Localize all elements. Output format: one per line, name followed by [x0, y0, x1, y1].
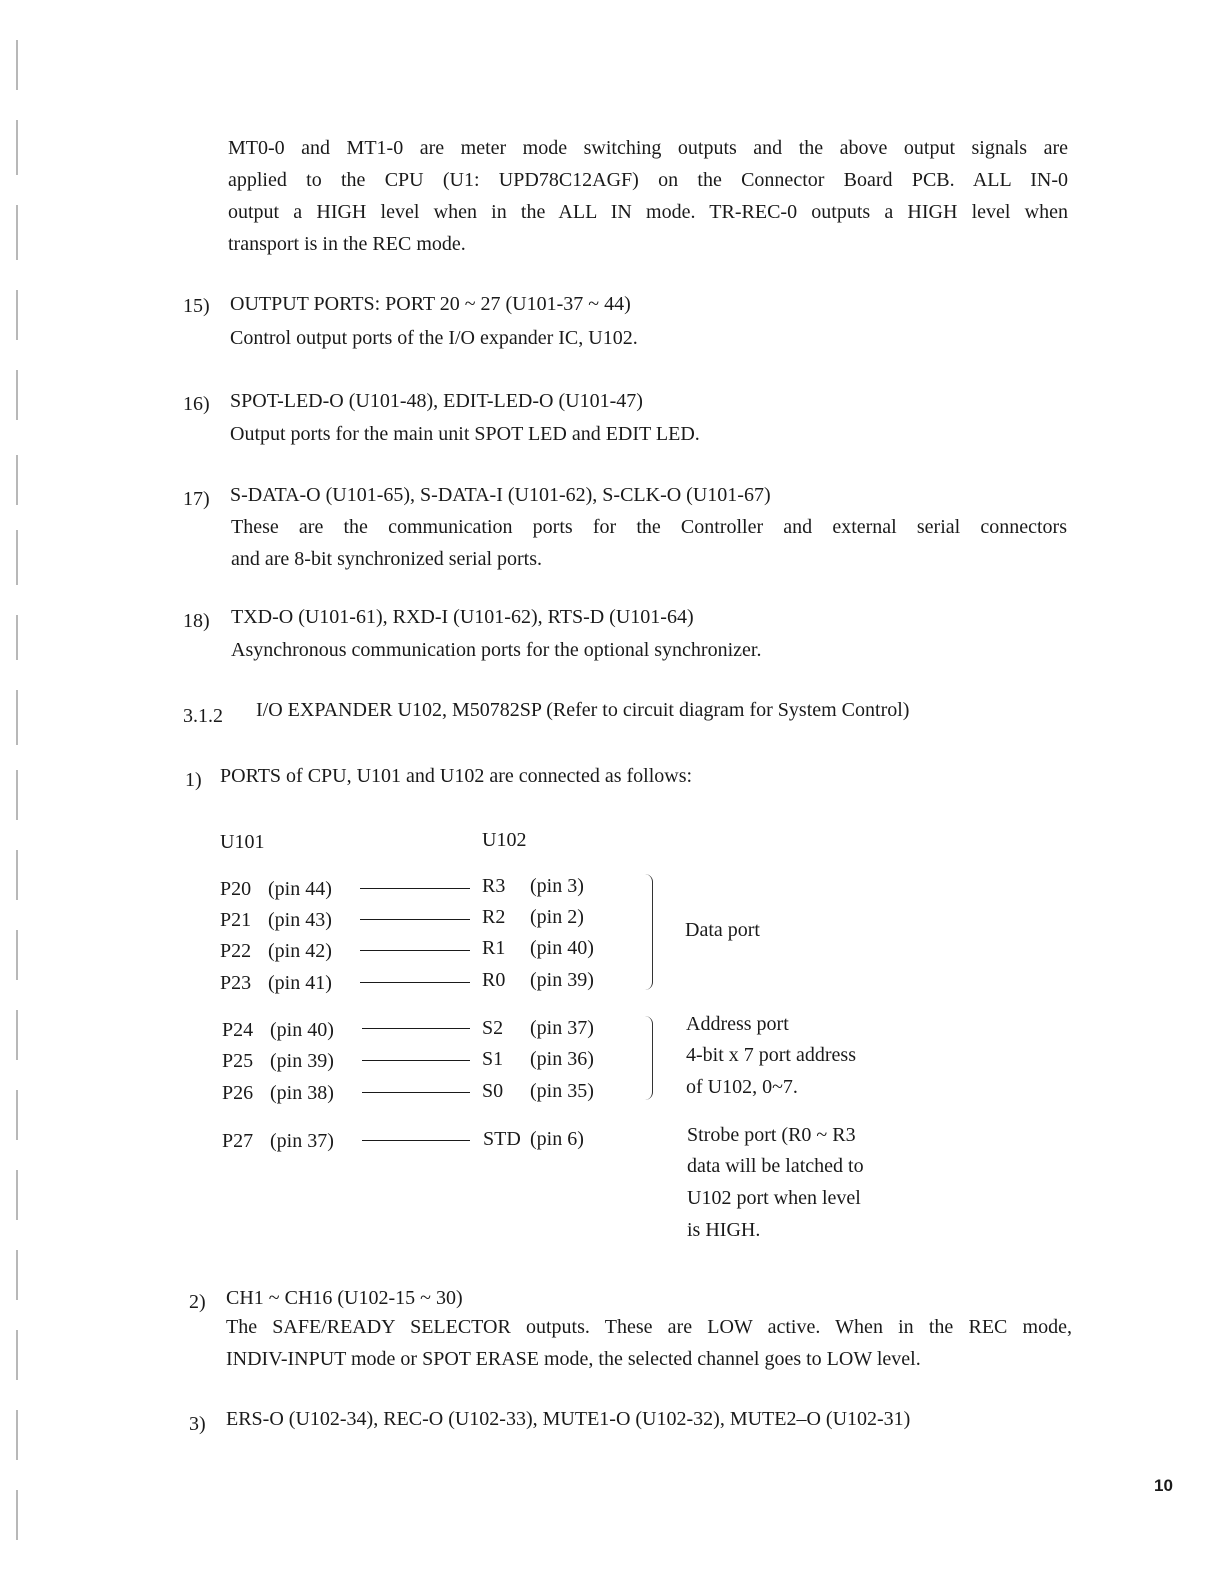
expander-pin: (pin 35)	[530, 1080, 594, 1102]
strobe-port-note: is HIGH.	[687, 1219, 761, 1241]
table-col1-header: U101	[220, 831, 265, 853]
item-body: Output ports for the main unit SPOT LED and EDIT LED.	[230, 423, 700, 445]
item-body-line: These are the communication ports for the Controller and external serial connectors	[231, 516, 1067, 538]
expander-pin: (pin 40)	[530, 937, 594, 959]
item-body: Control output ports of the I/O expander IC, U102.	[230, 327, 638, 349]
margin-mark	[16, 1010, 18, 1060]
expander-pin: (pin 37)	[530, 1017, 594, 1039]
cpu-port: P26	[222, 1082, 254, 1104]
connection-line	[362, 1028, 470, 1029]
margin-mark	[16, 850, 18, 900]
margin-mark	[16, 690, 18, 745]
expander-port: R0	[482, 969, 506, 991]
section-number: 3.1.2	[183, 705, 223, 727]
cpu-port: P27	[222, 1130, 254, 1152]
connection-line	[362, 1140, 470, 1141]
connection-line	[360, 888, 470, 889]
strobe-port-note: data will be latched to	[687, 1155, 864, 1177]
page-number: 10	[1154, 1476, 1173, 1495]
data-port-brace	[644, 874, 653, 932]
expander-pin: (pin 36)	[530, 1048, 594, 1070]
cpu-port: P22	[220, 940, 252, 962]
cpu-port: P23	[220, 972, 252, 994]
expander-port: S0	[482, 1080, 504, 1102]
data-port-brace	[644, 932, 653, 990]
table-col2-header: U102	[482, 829, 527, 851]
margin-mark	[16, 205, 18, 260]
margin-mark	[16, 1250, 18, 1300]
expander-port: S2	[482, 1017, 504, 1039]
cpu-pin: (pin 44)	[268, 878, 332, 900]
intro-line: applied to the CPU (U1: UPD78C12AGF) on the Connector Board PCB. ALL IN-0	[228, 169, 1068, 191]
cpu-pin: (pin 41)	[268, 972, 332, 994]
subitem-number: 2)	[189, 1291, 206, 1313]
margin-mark	[16, 530, 18, 585]
strobe-port-note: U102 port when level	[687, 1187, 861, 1209]
item-number: 16)	[183, 393, 210, 415]
subitem-body-line: INDIV-INPUT mode or SPOT ERASE mode, the selected channel goes to LOW level.	[226, 1348, 921, 1370]
subitem-body-line: The SAFE/READY SELECTOR outputs. These are LOW active. When in the REC mode,	[226, 1316, 1072, 1338]
intro-line: transport is in the REC mode.	[228, 233, 466, 255]
subitem-heading: ERS-O (U102-34), REC-O (U102-33), MUTE1-O (U102-32), MUTE2–O (U102-31)	[226, 1408, 911, 1430]
connection-line	[362, 1092, 470, 1093]
data-port-note: Data port	[685, 919, 760, 941]
item-number: 17)	[183, 488, 210, 510]
item-heading: OUTPUT PORTS: PORT 20 ~ 27 (U101-37 ~ 44)	[230, 293, 631, 315]
connection-line	[362, 1060, 470, 1061]
item-heading: S-DATA-O (U101-65), S-DATA-I (U101-62), S-CLK-O (U101-67)	[230, 484, 771, 506]
expander-pin: (pin 2)	[530, 906, 584, 928]
cpu-port: P21	[220, 909, 252, 931]
item-body	[231, 511, 1067, 575]
margin-mark	[16, 770, 18, 820]
cpu-pin: (pin 43)	[268, 909, 332, 931]
expander-port: R3	[482, 875, 506, 897]
expander-pin: (pin 39)	[530, 969, 594, 991]
expander-pin: (pin 6)	[530, 1128, 584, 1150]
subitem-heading: CH1 ~ CH16 (U102-15 ~ 30)	[226, 1287, 463, 1309]
item-heading: TXD-O (U101-61), RXD-I (U101-62), RTS-D (U101-64)	[231, 606, 694, 628]
item-heading: SPOT-LED-O (U101-48), EDIT-LED-O (U101-47)	[230, 390, 643, 412]
intro-line: MT0-0 and MT1-0 are meter mode switching outputs and the above output signals are	[228, 137, 1068, 159]
expander-port: S1	[482, 1048, 504, 1070]
connection-line	[360, 919, 470, 920]
item-number: 15)	[183, 295, 210, 317]
cpu-pin: (pin 40)	[270, 1019, 334, 1041]
cpu-pin: (pin 38)	[270, 1082, 334, 1104]
cpu-port: P25	[222, 1050, 254, 1072]
address-port-brace	[644, 1016, 653, 1058]
address-port-brace	[644, 1058, 653, 1100]
subitem-body	[226, 1311, 1072, 1375]
margin-mark	[16, 40, 18, 90]
intro-line: output a HIGH level when in the ALL IN mode. TR-REC-0 outputs a HIGH level when	[228, 201, 1068, 223]
margin-mark	[16, 370, 18, 420]
subitem-number: 3)	[189, 1413, 206, 1435]
margin-mark	[16, 615, 18, 660]
margin-mark	[16, 1090, 18, 1140]
connection-line	[360, 950, 470, 951]
cpu-port: P20	[220, 878, 252, 900]
section-title: I/O EXPANDER U102, M50782SP (Refer to circuit diagram for System Control)	[256, 699, 910, 721]
margin-mark	[16, 930, 18, 980]
cpu-pin: (pin 39)	[270, 1050, 334, 1072]
margin-mark	[16, 455, 18, 505]
expander-port: R1	[482, 937, 506, 959]
subitem-number: 1)	[185, 769, 202, 791]
connection-line	[360, 982, 470, 983]
margin-mark	[16, 1490, 18, 1540]
item-number: 18)	[183, 610, 210, 632]
margin-mark	[16, 120, 18, 175]
expander-pin: (pin 3)	[530, 875, 584, 897]
subitem-text: PORTS of CPU, U101 and U102 are connected as follows:	[220, 765, 693, 787]
address-port-note: 4-bit x 7 port address	[686, 1044, 856, 1066]
item-body-line: and are 8-bit synchronized serial ports.	[231, 548, 543, 570]
margin-mark	[16, 1330, 18, 1380]
margin-mark	[16, 290, 18, 340]
margin-mark	[16, 1170, 18, 1220]
address-port-note: Address port	[686, 1013, 789, 1035]
cpu-pin: (pin 37)	[270, 1130, 334, 1152]
expander-port: R2	[482, 906, 506, 928]
cpu-pin: (pin 42)	[268, 940, 332, 962]
cpu-port: P24	[222, 1019, 254, 1041]
intro-paragraph	[228, 132, 1068, 260]
margin-mark	[16, 1410, 18, 1460]
item-body: Asynchronous communication ports for the optional synchronizer.	[231, 639, 762, 661]
address-port-note: of U102, 0~7.	[686, 1076, 798, 1098]
strobe-port-note: Strobe port (R0 ~ R3	[687, 1124, 856, 1146]
expander-port: STD	[483, 1128, 521, 1150]
